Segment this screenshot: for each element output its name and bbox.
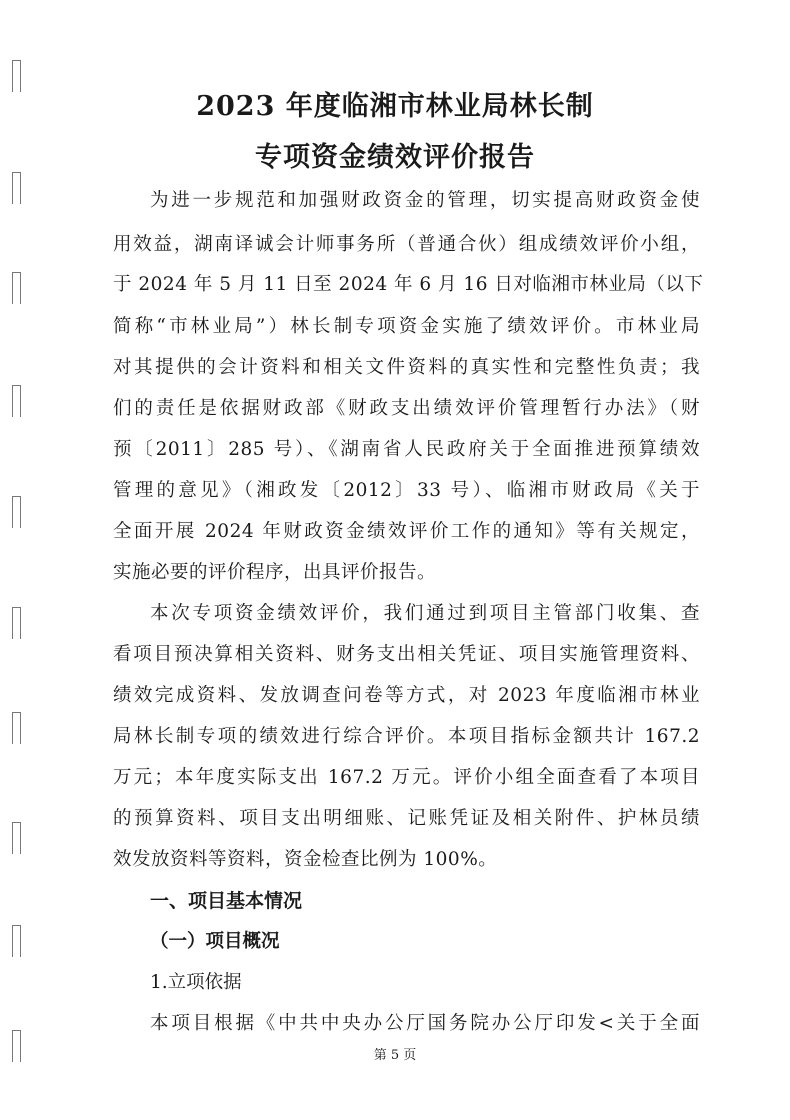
binding-mark [12, 496, 21, 528]
binding-mark [12, 822, 21, 854]
binding-mark [12, 712, 21, 744]
paragraph-line: 本项目根据《中共中央办公厅国务院办公厅印发<关于全面 [150, 1013, 700, 1034]
section-heading: 一、项目基本情况 [150, 890, 303, 912]
binding-mark [12, 172, 21, 204]
paragraph-line: 管理的意见》（湘政发〔2012〕33 号）、临湘市财政局《关于 [113, 480, 700, 501]
paragraph-line: 效发放资料等资料，资金检查比例为 100%。 [113, 849, 498, 870]
paragraph-line: 本次专项资金绩效评价，我们通过到项目主管部门收集、查 [150, 603, 700, 624]
report-title-line1: 2023 年度临湘市林业局林长制 [196, 91, 594, 122]
paragraph-line: 们的责任是依据财政部《财政支出绩效评价管理暂行办法》（财 [113, 398, 700, 419]
paragraph-line: 于 2024 年 5 月 11 日至 2024 年 6 月 16 日对临湘市林业局（以下 [113, 274, 704, 295]
page-number: 第 5 页 [373, 1048, 417, 1063]
paragraph-line: 为进一步规范和加强财政资金的管理，切实提高财政资金使 [150, 190, 700, 211]
binding-mark [12, 607, 21, 639]
binding-mark [12, 925, 21, 957]
subheading: 1.立项依据 [150, 972, 242, 993]
paragraph-line: 的预算资料、项目支出明细账、记账凭证及相关附件、护林员绩 [113, 808, 700, 829]
paragraph-line: 预〔2011〕285 号）、《湖南省人民政府关于全面推进预算绩效 [113, 439, 700, 460]
paragraph-line: 局林长制专项的绩效进行综合评价。本项目指标金额共计 167.2 [113, 726, 700, 747]
binding-mark [12, 272, 21, 304]
paragraph-line: 万元；本年度实际支出 167.2 万元。评价小组全面查看了本项目 [113, 767, 700, 788]
paragraph-line: 看项目预决算相关资料、财务支出相关凭证、项目实施管理资料、 [113, 644, 700, 665]
subsection-heading: （一）项目概况 [150, 931, 280, 952]
paragraph-line: 全面开展 2024 年财政资金绩效评价工作的通知》等有关规定， [113, 521, 700, 542]
paragraph-line: 绩效完成资料、发放调查问卷等方式，对 2023 年度临湘市林业 [113, 685, 700, 706]
paragraph-line: 对其提供的会计资料和相关文件资料的真实性和完整性负责；我 [113, 357, 700, 378]
report-title-line2: 专项资金绩效评价报告 [255, 142, 535, 173]
paragraph-line: 用效益，湖南译诚会计师事务所（普通合伙）组成绩效评价小组， [113, 234, 700, 255]
paragraph-line: 简称“市林业局”）林长制专项资金实施了绩效评价。市林业局 [113, 316, 700, 337]
binding-mark [12, 385, 21, 417]
paragraph-line: 实施必要的评价程序，出具评价报告。 [113, 562, 437, 583]
